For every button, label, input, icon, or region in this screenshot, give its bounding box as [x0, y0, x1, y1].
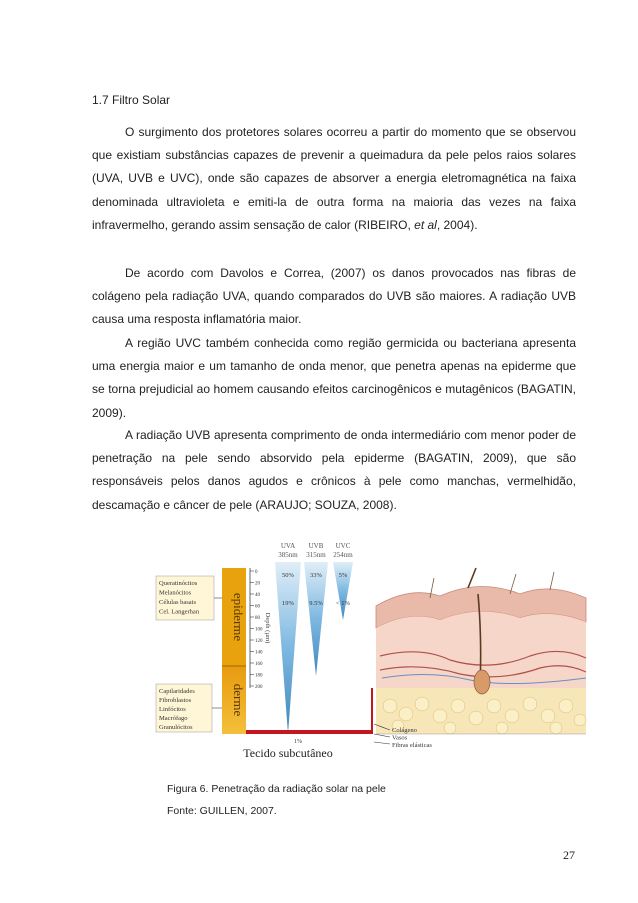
depth-tick-label: 60 — [255, 604, 260, 610]
depth-tick-label: 100 — [255, 627, 263, 633]
subcutaneous-line — [246, 730, 372, 734]
subcutaneous-label: Tecido subcutâneo — [243, 746, 333, 760]
bottom-pct: 1% — [294, 739, 302, 745]
figure-caption: Figura 6. Penetração da radiação solar na pele — [167, 783, 386, 795]
uvc-header — [333, 542, 353, 559]
tissue-label: Colágeno — [392, 727, 417, 734]
uvc-pct-mid: < 1% — [336, 600, 350, 607]
depth-tick-label: 20 — [255, 581, 260, 587]
dermis-cell-label: Fibroblastos — [159, 697, 192, 704]
uva-wavelength: 385nm — [278, 551, 298, 559]
epidermis-label: epiderme — [231, 592, 246, 642]
epidermis-cell-label: Células basais — [159, 599, 197, 606]
epidermis-cell-label: Cel. Langerhan — [159, 608, 200, 616]
uvb-label: UVB — [308, 542, 324, 550]
depth-tick-label: 160 — [255, 662, 263, 667]
depth-tick-label: 0 — [255, 570, 258, 575]
uvb-pct-top: 33% — [310, 572, 322, 579]
paragraph-segment: De acordo com Davolos e Correa, (2007) os danos provocados nas fibras de colágeno pela radiação UVA, quando comparados do UVB são maiores. A radiação UVB causa uma resposta inflamatória maior. — [92, 266, 576, 327]
dermis-cell-label: Macrófago — [159, 715, 188, 722]
uvb-wavelength: 315nm — [306, 551, 326, 559]
figure-source: Fonte: GUILLEN, 2007. — [167, 805, 277, 817]
epidermis-cell-label: Melanócitos — [159, 589, 192, 597]
uvb-header — [306, 542, 326, 559]
paragraph-segment: , 2004). — [436, 217, 478, 232]
depth-tick-label: 200 — [255, 685, 263, 690]
paragraph-2 — [92, 262, 576, 332]
skin-radiation-figure — [150, 538, 590, 760]
uva-pct-mid: 19% — [282, 600, 294, 607]
uva-pct-top: 50% — [282, 572, 294, 579]
uvc-label: UVC — [335, 542, 351, 550]
uvc-penetration — [333, 562, 353, 620]
dermis-cell-label: Granulócitos — [159, 724, 193, 731]
depth-ticks — [250, 570, 263, 690]
skin-illustration — [376, 568, 586, 734]
depth-axis-label: Depth (µm) — [264, 612, 271, 644]
tissue-label: Vasos — [392, 734, 408, 742]
uva-label: UVA — [280, 542, 296, 550]
paragraph-segment: A região UVC também conhecida como região germicida ou bacteriana apresenta uma energia maior e um tamanho de onda menor, que penetra apenas na epiderme que se torna prejudicial ao homem causando efeitos carcinogênicos e mutagênicos (BAGATIN, 2009). — [92, 336, 576, 420]
depth-tick-label: 40 — [255, 593, 260, 598]
section-heading: 1.7 Filtro Solar — [92, 93, 171, 107]
dermis-label: derme — [231, 683, 246, 717]
paragraph-segment: O surgimento dos protetores solares ocorreu a partir do momento que se observou que existiam substâncias capazes de prevenir a queimadura da pele pelos raios solares (UVA, UVB e UVC), onde são capazes de absorver a energia eletromagnética na faixa denominada ultravioleta e emiti-la de outra forma na maioria das vezes na faixa infravermelho, gerando assim sensação de calor (RIBEIRO, — [92, 125, 576, 232]
uvc-wavelength: 254nm — [333, 551, 353, 559]
page-number: 27 — [563, 848, 575, 862]
tissue-label: Fibras elásticas — [392, 742, 432, 749]
paragraph-1 — [92, 121, 576, 237]
paragraph-segment: A radiação UVB apresenta comprimento de onda intermediário com menor poder de penetração na pele sendo absorvido pela epiderme (BAGATIN, 2009), que são responsáveis pelos danos agudos e crônicos à pele como manchas, vermelhidão, descamação e câncer de pele (ARAUJO; SOUZA, 2008). — [92, 428, 576, 512]
dermis-cell-label: Capilaridades — [159, 688, 195, 695]
depth-tick-label: 80 — [255, 616, 260, 621]
depth-tick-label: 140 — [255, 650, 263, 656]
paragraph-4 — [92, 424, 576, 517]
uva-penetration — [275, 562, 301, 734]
depth-tick-label: 180 — [255, 673, 263, 679]
epidermis-cell-label: Queratinócitos — [159, 580, 198, 587]
uvc-pct-top: 5% — [338, 572, 348, 579]
uvb-penetration — [304, 562, 328, 676]
uvb-pct-mid: 9.5% — [309, 600, 323, 607]
depth-tick-label: 120 — [255, 639, 263, 644]
uva-header — [278, 542, 298, 559]
paragraph-3 — [92, 332, 576, 425]
dermis-cell-label: Linfócitos — [159, 706, 186, 713]
paragraph-segment: et al — [414, 217, 437, 232]
